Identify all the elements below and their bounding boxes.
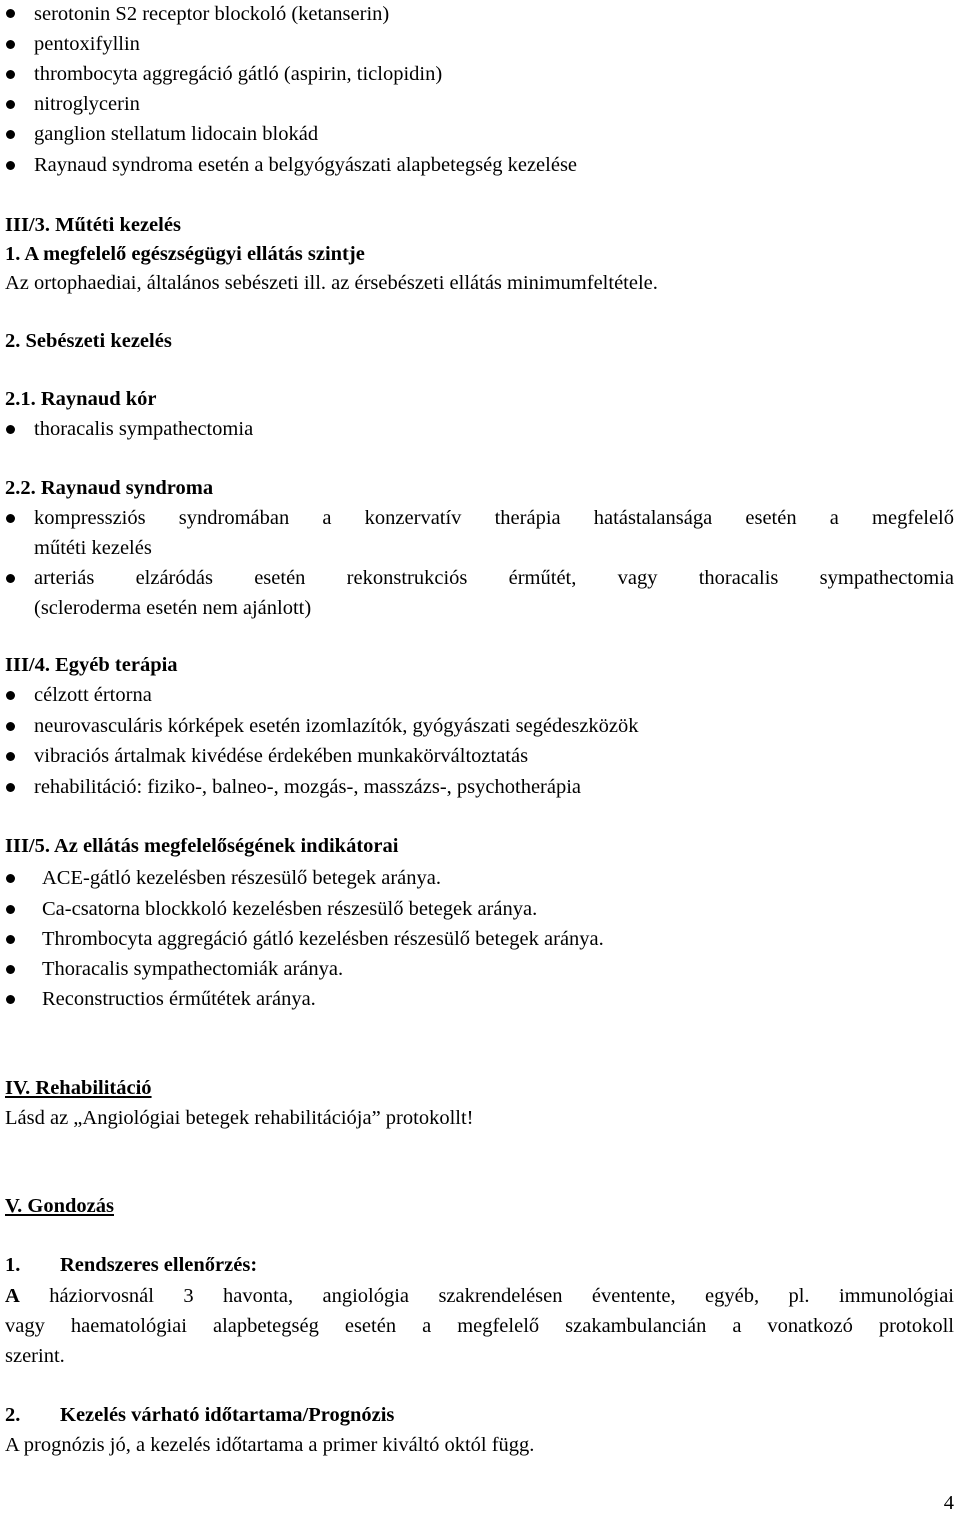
paragraph: Lásd az „Angiológiai betegek rehabilitációja” protokollt! bbox=[5, 1107, 474, 1129]
list-item: pentoxifyllin bbox=[34, 33, 140, 55]
subsection-heading bbox=[5, 1252, 954, 1278]
bullet-icon bbox=[6, 9, 15, 18]
bullet-icon bbox=[6, 752, 15, 761]
bullet-icon bbox=[6, 425, 15, 434]
bullet-icon bbox=[6, 965, 15, 974]
list-item: nitroglycerin bbox=[34, 93, 140, 115]
bullet-icon bbox=[6, 783, 15, 792]
section-heading: III/5. Az ellátás megfelelőségének indikátorai bbox=[5, 835, 399, 857]
list-item-continuation: (scleroderma esetén nem ajánlott) bbox=[34, 597, 312, 619]
section-heading-text: V. Gondozás bbox=[5, 1195, 114, 1217]
subsection-number: 2. bbox=[5, 1404, 21, 1426]
section-heading bbox=[5, 1075, 954, 1101]
list-item: ganglion stellatum lidocain blokád bbox=[34, 123, 319, 145]
paragraph: Az ortophaediai, általános sebészeti ill. az érsebészeti ellátás minimumfeltétele. bbox=[5, 272, 658, 294]
paragraph-line: szerint. bbox=[5, 1345, 65, 1367]
paragraph-line: vagy haematológiai alapbetegség esetén a megfelelő szakambulancián a vonatkozó protokoll bbox=[5, 1315, 954, 1337]
section-heading: III/3. Műtéti kezelés bbox=[5, 214, 181, 236]
paragraph: A prognózis jó, a kezelés időtartama a primer kiváltó októl függ. bbox=[5, 1434, 535, 1456]
list-item: Raynaud syndroma esetén a belgyógyászati alapbetegség kezelése bbox=[34, 154, 578, 176]
list-item: Reconstructios érműtétek aránya. bbox=[42, 988, 316, 1010]
paragraph-initial: A bbox=[5, 1285, 20, 1307]
paragraph-line bbox=[5, 1283, 954, 1309]
bullet-icon bbox=[6, 514, 15, 523]
list-item: rehabilitáció: fiziko-, balneo-, mozgás-, masszázs-, psychotherápia bbox=[34, 776, 582, 798]
bullet-icon bbox=[6, 70, 15, 79]
list-item: kompressziós syndromában a konzervatív therápia hatástalansága esetén a megfelelő bbox=[34, 507, 954, 529]
list-item: célzott értorna bbox=[34, 684, 152, 706]
bullet-icon bbox=[6, 691, 15, 700]
bullet-icon bbox=[6, 40, 15, 49]
page-number: 4 bbox=[943, 1492, 954, 1514]
subsection-heading: 2.2. Raynaud syndroma bbox=[5, 477, 214, 499]
subsection-title: Rendszeres ellenőrzés: bbox=[60, 1254, 258, 1276]
paragraph-text: háziorvosnál 3 havonta, angiológia szakrendelésen éventente, egyéb, pl. immunológiai bbox=[49, 1285, 954, 1307]
bullet-icon bbox=[6, 722, 15, 731]
list-item: Thoracalis sympathectomiák aránya. bbox=[42, 958, 344, 980]
list-item: serotonin S2 receptor blockoló (ketanserin) bbox=[34, 3, 390, 25]
bullet-icon bbox=[6, 995, 15, 1004]
subsection-heading: 2.1. Raynaud kór bbox=[5, 388, 157, 410]
subsection-heading bbox=[5, 1402, 954, 1428]
bullet-icon bbox=[6, 574, 15, 583]
bullet-icon bbox=[6, 100, 15, 109]
section-heading-text: IV. Rehabilitáció bbox=[5, 1077, 152, 1099]
list-item: arteriás elzáródás esetén rekonstrukciós érműtét, vagy thoracalis sympathectomia bbox=[34, 567, 954, 589]
section-heading bbox=[5, 1193, 954, 1219]
bullet-icon bbox=[6, 161, 15, 170]
list-item: thoracalis sympathectomia bbox=[34, 418, 254, 440]
subsection-heading: 1. A megfelelő egészségügyi ellátás szintje bbox=[5, 243, 365, 265]
bullet-icon bbox=[6, 905, 15, 914]
bullet-icon bbox=[6, 130, 15, 139]
list-item: Thrombocyta aggregáció gátló kezelésben részesülő betegek aránya. bbox=[42, 928, 604, 950]
bullet-icon bbox=[6, 935, 15, 944]
subsection-title: Kezelés várható időtartama/Prognózis bbox=[60, 1404, 395, 1426]
list-item: vibraciós ártalmak kivédése érdekében munkakörváltoztatás bbox=[34, 745, 529, 767]
list-item: Ca-csatorna blockkoló kezelésben részesülő betegek aránya. bbox=[42, 898, 538, 920]
subsection-heading: 2. Sebészeti kezelés bbox=[5, 330, 172, 352]
bullet-icon bbox=[6, 874, 15, 883]
list-item: ACE-gátló kezelésben részesülő betegek aránya. bbox=[42, 867, 441, 889]
list-item: neurovasculáris kórképek esetén izomlazítók, gyógyászati segédeszközök bbox=[34, 715, 639, 737]
section-heading: III/4. Egyéb terápia bbox=[5, 654, 178, 676]
subsection-number: 1. bbox=[5, 1254, 21, 1276]
list-item: thrombocyta aggregáció gátló (aspirin, ticlopidin) bbox=[34, 63, 443, 85]
list-item-continuation: műtéti kezelés bbox=[34, 537, 152, 559]
